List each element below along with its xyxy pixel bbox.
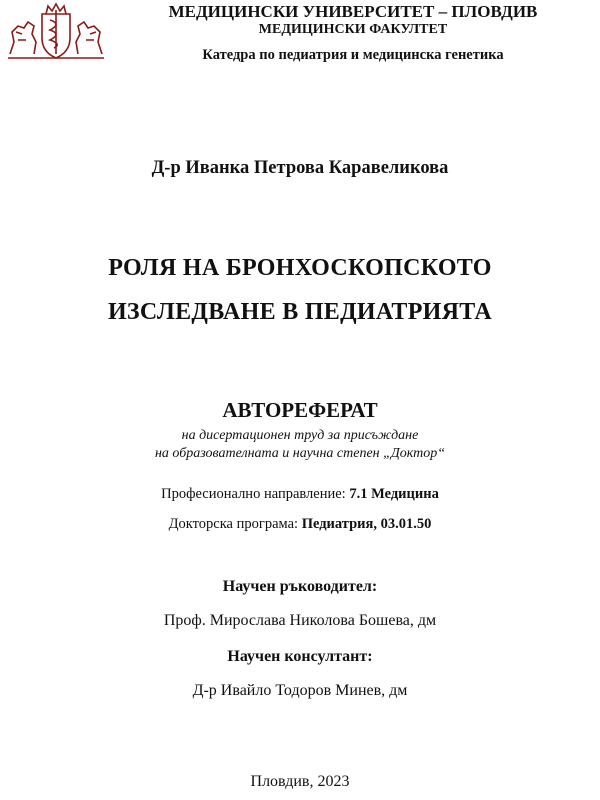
thesis-title-line-2: ИЗСЛЕДВАНЕ В ПЕДИАТРИЯТА [107, 299, 493, 325]
author-name: Д-р Иванка Петрова Каравеликова [151, 158, 449, 178]
professional-field [0, 486, 600, 503]
consultant-name: Д-р Ивайло Тодоров Минев, дм [192, 682, 408, 699]
abstract-heading: АВТОРЕФЕРАТ [222, 398, 378, 422]
place-and-year: Пловдив, 2023 [250, 773, 350, 790]
supervisor-name: Проф. Мирослава Николова Бошева, дм [163, 612, 437, 629]
abstract-subtitle-line-1: на дисертационен труд за присъждане [181, 428, 419, 443]
doctoral-program [0, 516, 600, 533]
faculty-name: МЕДИЦИНСКИ ФАКУЛТЕТ [258, 22, 448, 37]
abstract-subtitle-line-2: на образователната и научна степен „Доктор“ [154, 446, 446, 461]
thesis-title-line-1: РОЛЯ НА БРОНХОСКОПСКОТО [108, 255, 492, 281]
supervisor-label: Научен ръководител: [222, 578, 378, 595]
doctoral-program-label: Докторска програма: [168, 516, 302, 532]
university-name: МЕДИЦИНСКИ УНИВЕРСИТЕТ – ПЛОВДИВ [168, 2, 538, 21]
professional-field-label: Професионално направление: [161, 486, 350, 502]
doctoral-program-value: Педиатрия, 03.01.50 [301, 516, 432, 532]
consultant-label: Научен консултант: [227, 648, 373, 665]
department-name: Катедра по педиатрия и медицинска генетика [202, 47, 504, 63]
university-crest-icon [4, 2, 108, 62]
professional-field-value: 7.1 Медицина [349, 486, 439, 502]
